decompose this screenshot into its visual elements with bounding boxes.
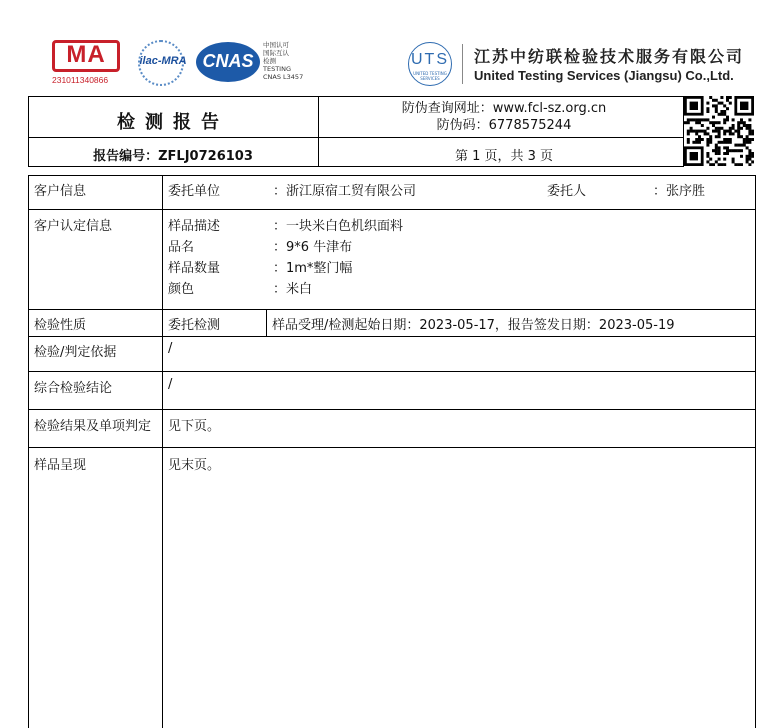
basis-label: 检验/判定依据 (34, 345, 117, 360)
inspection-dates: 样品受理/检测起始日期：2023-05-17，报告签发日期：2023-05-19 (272, 318, 675, 333)
sample-presentation-label: 样品呈现 (34, 458, 87, 473)
report-number: ZFLJ0726103 (158, 149, 253, 164)
logo-divider (462, 44, 463, 84)
report-number-label: 报告编号： (93, 149, 159, 164)
conclusion-label: 综合检验结论 (34, 381, 113, 396)
basis-value: / (168, 341, 173, 356)
results-value: 见下页。 (168, 419, 221, 434)
sample-desc-label: 样品描述 (168, 219, 221, 234)
uts-logo (406, 42, 456, 86)
cnas-logo (196, 42, 262, 82)
color-value: ：米白 (273, 282, 313, 297)
verification-code: 6778575244 (488, 118, 572, 133)
report-table (28, 175, 756, 728)
verification-url[interactable]: www.fcl-sz.org.cn (492, 101, 607, 116)
color-label: 颜色 (168, 282, 195, 297)
client-info-label: 客户信息 (34, 184, 87, 199)
product-name-label: 品名 (168, 240, 195, 255)
cma-logo-text: MA (66, 41, 106, 68)
sample-desc-value: ：一块米白色机织面料 (273, 219, 404, 234)
uts-logo-sub: UNITED TESTING SERVICES (413, 71, 447, 81)
conclusion-value: / (168, 377, 173, 392)
sample-presentation-value: 见末页。 (168, 458, 221, 473)
sample-qty-label: 样品数量 (168, 261, 221, 276)
report-title: 检测报告 (117, 112, 229, 133)
cnas-caption (263, 41, 323, 81)
sample-qty-value: ：1m*整门幅 (273, 261, 353, 276)
report-header (28, 96, 755, 167)
contact-value: ：张序胜 (653, 184, 706, 199)
inspection-nature-value: 委托检测 (168, 318, 221, 333)
cnas-caption-line: CNAS L3457 (263, 73, 304, 81)
company-name-en: United Testing Services (Jiangsu) Co.,Ltd. (474, 68, 734, 83)
qr-code (684, 96, 754, 166)
cnas-caption-line: 检测 (263, 57, 276, 65)
cnas-caption-line: TESTING (263, 65, 291, 73)
client-unit-value: ：浙江原宿工贸有限公司 (273, 184, 417, 199)
cnas-caption-line: 国际互认 (263, 49, 289, 57)
cnas-caption-line: 中国认可 (263, 41, 289, 49)
uts-logo-text: UTS (411, 51, 449, 68)
ilac-mra-logo (134, 40, 192, 88)
cma-number: 231011340866 (52, 75, 109, 85)
product-name-value: ：9*6 牛津布 (273, 240, 353, 255)
verification-url-label: 防伪查询网址： (401, 101, 493, 116)
inspection-nature-label: 检验性质 (34, 318, 87, 333)
results-label: 检验结果及单项判定 (34, 419, 152, 434)
verification-code-line (319, 117, 689, 134)
verification-url-line (319, 100, 689, 117)
verification-code-label: 防伪码： (436, 118, 489, 133)
report-number-line (28, 145, 318, 164)
qr-code-graphic (684, 96, 754, 166)
client-declared-label: 客户认定信息 (34, 219, 113, 234)
client-unit-label: 委托单位 (168, 184, 221, 199)
page-indicator: 第 1 页，共 3 页 (454, 149, 554, 164)
contact-label: 委托人 (547, 184, 587, 199)
ilac-logo-text: ilac-MRA (139, 55, 187, 67)
company-name-cn: 江苏中纺联检验技术服务有限公司 (474, 47, 745, 66)
cma-logo (52, 40, 124, 88)
cnas-logo-text: CNAS (202, 51, 254, 71)
